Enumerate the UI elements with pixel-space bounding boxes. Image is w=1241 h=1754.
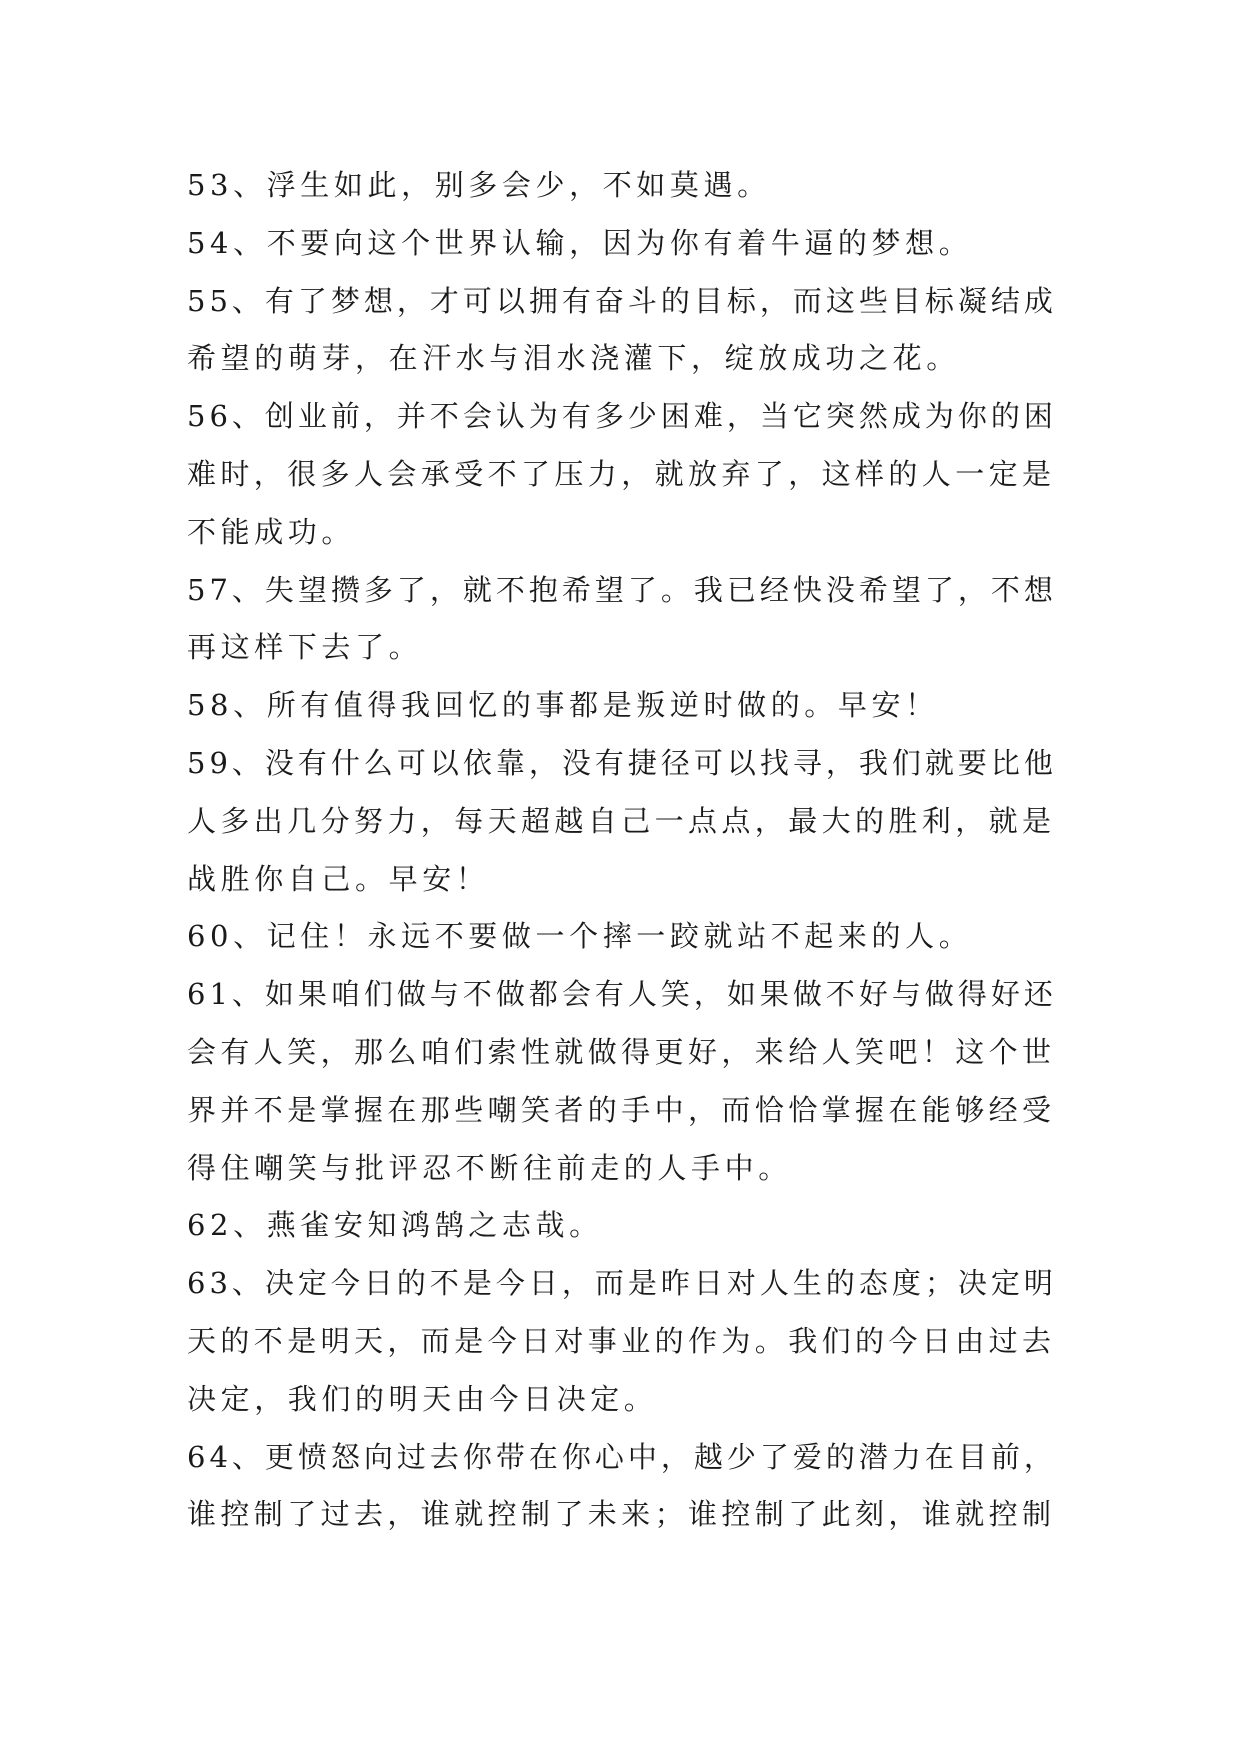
text-line: 54、不要向这个世界认输，因为你有着牛逼的梦想。 [187, 225, 973, 260]
text-line: 56、创业前，并不会认为有多少困难，当它突然成为你的困 [187, 399, 1057, 434]
text-line: 谁控制了过去，谁就控制了未来；谁控制了此刻，谁就控制 [187, 1497, 1056, 1532]
text-line: 60、记住！永远不要做一个摔一跤就站不起来的人。 [187, 919, 973, 954]
text-line: 再这样下去了。 [187, 630, 423, 665]
text-line: 会有人笑，那么咱们索性就做得更好，来给人笑吧！这个世 [187, 1034, 1056, 1069]
text-line: 得住嘲笑与批评忍不断往前走的人手中。 [187, 1150, 792, 1185]
text-line: 难时，很多人会承受不了压力，就放弃了，这样的人一定是 [187, 456, 1056, 491]
text-line: 63、决定今日的不是今日，而是昨日对人生的态度；决定明 [187, 1266, 1057, 1301]
text-line: 53、浮生如此，别多会少，不如莫遇。 [187, 168, 771, 202]
text-line: 59、没有什么可以依靠，没有捷径可以找寻，我们就要比他 [187, 745, 1057, 780]
text-line: 61、如果咱们做与不做都会有人笑，如果做不好与做得好还 [187, 977, 1057, 1012]
text-line: 决定，我们的明天由今日决定。 [187, 1381, 658, 1416]
text-line: 天的不是明天，而是今日对事业的作为。我们的今日由过去 [187, 1323, 1056, 1358]
text-line: 人多出几分努力，每天超越自己一点点，最大的胜利，就是 [187, 803, 1056, 838]
text-line: 不能成功。 [187, 514, 356, 549]
text-line: 64、更愤怒向过去你带在你心中，越少了爱的潜力在目前， [187, 1439, 1057, 1474]
text-line: 希望的萌芽，在汗水与泪水浇灌下，绽放成功之花。 [187, 341, 960, 376]
text-line: 58、所有值得我回忆的事都是叛逆时做的。早安！ [187, 688, 939, 723]
text-line: 55、有了梦想，才可以拥有奋斗的目标，而这些目标凝结成 [187, 283, 1057, 318]
document-body [187, 157, 1057, 1544]
text-line: 57、失望攒多了，就不抱希望了。我已经快没希望了，不想 [187, 572, 1057, 607]
text-line: 62、燕雀安知鸿鹄之志哉。 [187, 1208, 603, 1243]
text-line: 界并不是掌握在那些嘲笑者的手中，而恰恰掌握在能够经受 [187, 1092, 1056, 1127]
text-line: 战胜你自己。早安！ [187, 861, 490, 896]
